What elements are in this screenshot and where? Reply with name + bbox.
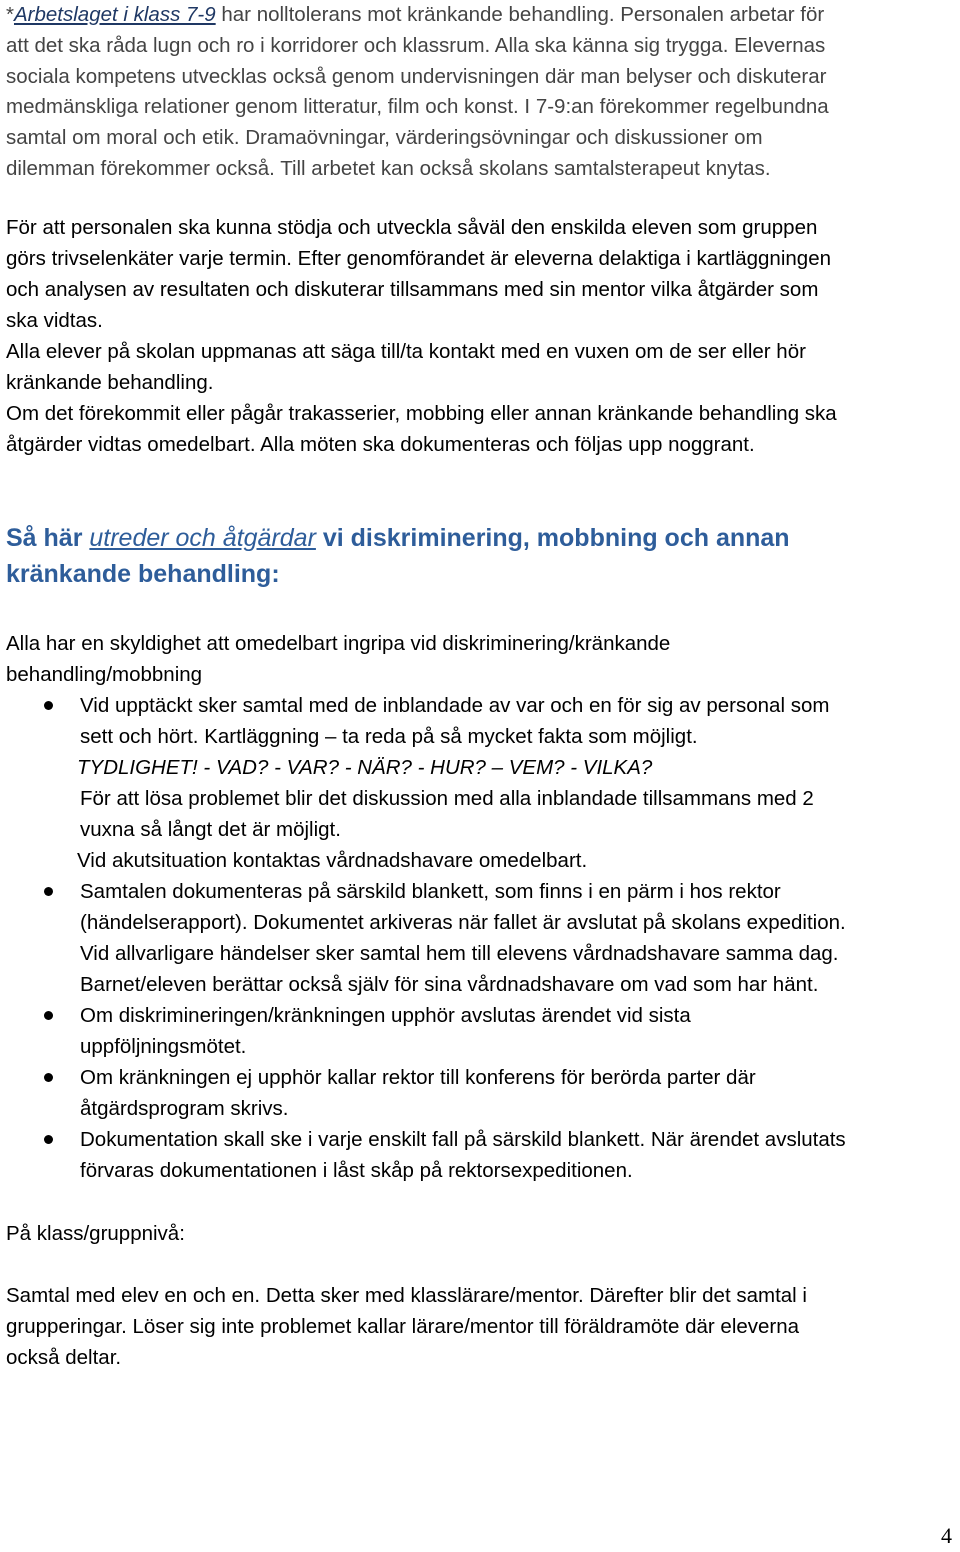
bullet-icon — [44, 701, 53, 710]
heading-underlined-text: diskriminering, mobbning och annan — [343, 524, 790, 552]
list-line: förvaras dokumentationen i låst skåp på rektorsexpeditionen. — [80, 1159, 633, 1182]
final-paragraph — [6, 1280, 807, 1373]
para-line: Alla har en skyldighet att omedelbart ingripa vid diskriminering/kränkande — [6, 632, 671, 655]
para-line: Alla elever på skolan uppmanas att säga till/ta kontakt med en vuxen om de ser eller hör — [6, 340, 806, 363]
intro-paragraph — [6, 0, 829, 185]
list-line-italic: TYDLIGHET! - VAD? - VAR? - NÄR? - HUR? – VEM? - VILKA? — [77, 756, 653, 779]
trivsel-paragraph — [6, 212, 837, 460]
para-line: kränkande behandling. — [6, 371, 214, 394]
intro-line: samtal om moral och etik. Dramaövningar, värderingsövningar och diskussioner om — [6, 126, 763, 150]
list-line: (händelserapport). Dokumentet arkiveras när fallet är avslutat på skolans expedition. — [80, 911, 846, 934]
intro-line: sociala kompetens utvecklas också genom undervisningen där man belyser och diskuterar — [6, 64, 827, 88]
list-line: För att lösa problemet blir det diskussion med alla inblandade tillsammans med 2 — [80, 787, 814, 810]
para-line: Samtal med elev en och en. Detta sker med klasslärare/mentor. Därefter blir det samtal i — [6, 1284, 807, 1307]
para-line: åtgärder vidtas omedelbart. Alla möten ska dokumenteras och följas upp noggrant. — [6, 433, 755, 456]
intro-line-1-text: har nolltolerans mot kränkande behandling. Personalen arbetar för — [215, 3, 825, 26]
para-line: behandling/mobbning — [6, 663, 203, 686]
bullet-icon — [44, 1135, 53, 1144]
para-line: och analysen av resultaten och diskuterar tillsammans med sin mentor vilka åtgärder som — [6, 278, 819, 301]
list-line: Vid akutsituation kontaktas vårdnadshavare omedelbart. — [77, 849, 588, 872]
heading-text: vi — [315, 524, 344, 552]
bullet-icon — [44, 1011, 53, 1020]
list-line: Om kränkningen ej upphör kallar rektor till konferens för berörda parter där — [80, 1066, 756, 1089]
intro-line: dilemman förekommer också. Till arbetet kan också skolans samtalsterapeut knytas. — [6, 156, 771, 180]
para-line: grupperingar. Löser sig inte problemet kallar lärare/mentor till föräldramöte där eleverna — [6, 1315, 800, 1338]
list-line: Dokumentation skall ske i varje enskilt fall på särskild blankett. När ärendet avslutats — [80, 1128, 846, 1151]
para-line: också deltar. — [6, 1346, 122, 1369]
list-item — [6, 1124, 956, 1186]
list-line: uppföljningsmötet. — [80, 1035, 247, 1058]
procedure-list — [6, 690, 956, 1186]
arbetslaget-link[interactable]: Arbetslaget i klass 7-9 — [13, 3, 216, 26]
list-item — [6, 690, 956, 876]
section-heading — [6, 520, 790, 592]
list-item — [6, 1062, 956, 1124]
list-item — [6, 1000, 956, 1062]
list-line: sett och hört. Kartläggning – ta reda på så mycket fakta som möjligt. — [80, 725, 698, 748]
heading-text: Så här — [6, 524, 90, 552]
intro-line: medmänskliga relationer genom litteratur, film och konst. I 7-9:an förekommer regelbundna — [6, 95, 829, 119]
list-line: Vid upptäckt sker samtal med de inblandade av var och en för sig av personal som — [80, 694, 830, 717]
klass-label-text: På klass/gruppnivå: — [6, 1222, 185, 1245]
intro-line: att det ska råda lugn och ro i korridorer och klassrum. Alla ska känna sig trygga. Elevernas — [6, 33, 826, 57]
list-line: vuxna så långt det är möjligt. — [80, 818, 341, 841]
heading-line-1 — [6, 520, 790, 556]
list-line: Vid allvarligare händelser sker samtal hem till elevens vårdnadshavare samma dag. — [80, 942, 839, 965]
list-line: åtgärdsprogram skrivs. — [80, 1097, 289, 1120]
list-line: Om diskrimineringen/kränkningen upphör avslutas ärendet vid sista — [80, 1004, 691, 1027]
obligation-paragraph — [6, 628, 670, 690]
para-line: Om det förekommit eller pågår trakasserier, mobbing eller annan kränkande behandling ska — [6, 402, 837, 425]
list-line: Samtalen dokumenteras på särskild blankett, som finns i en pärm i hos rektor — [80, 880, 781, 903]
para-line: ska vidtas. — [6, 309, 103, 332]
list-line: Barnet/eleven berättar också själv för sina vårdnadshavare om vad som har hänt. — [80, 973, 819, 996]
para-line: görs trivselenkäter varje termin. Efter genomförandet är eleverna delaktiga i kartläggningen — [6, 247, 831, 270]
bullet-icon — [44, 1073, 53, 1082]
page-number: 4 — [941, 1523, 952, 1548]
list-item — [6, 876, 956, 1000]
para-line: För att personalen ska kunna stödja och utveckla såväl den enskilda eleven som gruppen — [6, 216, 818, 239]
intro-line-1 — [6, 0, 829, 31]
heading-italic-text: utreder och åtgärdar — [89, 524, 316, 552]
heading-line-2: kränkande behandling: — [6, 560, 280, 588]
klass-label — [6, 1218, 185, 1249]
asterisk: * — [6, 3, 14, 26]
bullet-icon — [44, 887, 53, 896]
